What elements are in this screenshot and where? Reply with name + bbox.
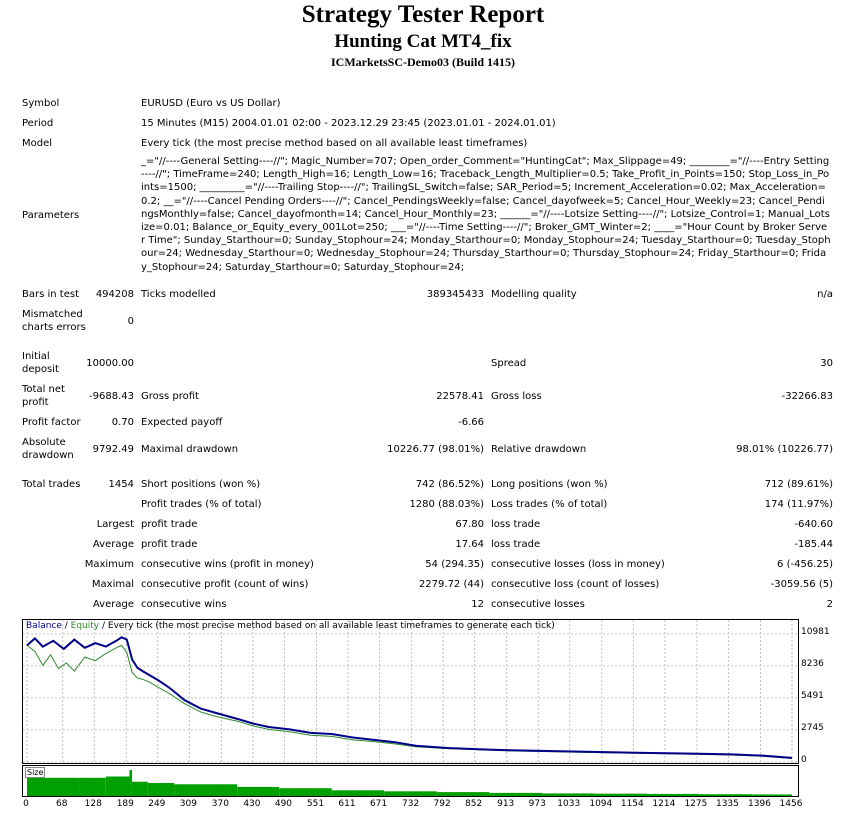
- server-build: ICMarketsSC-Demo03 (Build 1415): [331, 55, 515, 69]
- short-positions-label: Short positions (won %): [141, 479, 261, 490]
- profit-trades-label: Profit trades (% of total): [141, 499, 262, 510]
- x-tick-label: 128: [84, 799, 102, 809]
- average-loss-label: loss trade: [491, 539, 541, 550]
- x-tick-label: 792: [433, 799, 451, 809]
- y-tick-label: 2745: [801, 723, 824, 733]
- size-bar: [279, 788, 332, 796]
- initial-deposit-label: Initial deposit: [22, 351, 59, 375]
- x-tick-label: 913: [497, 799, 515, 809]
- expert-name: Hunting Cat MT4_fix: [334, 31, 512, 52]
- mismatch-value: 0: [127, 316, 134, 327]
- loss-trades-label: Loss trades (% of total): [491, 499, 608, 510]
- x-tick-label: 490: [274, 799, 293, 809]
- x-tick-label: 249: [148, 799, 166, 809]
- legend-balance: Balance: [26, 621, 62, 631]
- chart-plot: [23, 620, 798, 763]
- short-positions-value: 742 (86.52%): [415, 479, 484, 490]
- ticks-label: Ticks modelled: [141, 289, 216, 300]
- model-label: Model: [22, 138, 53, 149]
- size-bar: [80, 778, 106, 796]
- size-bar: [332, 790, 385, 796]
- maximum-label: Maximum: [84, 559, 134, 570]
- average-consecutive-losses-value: 2: [826, 599, 833, 610]
- x-tick-label: 1456: [779, 799, 803, 809]
- size-bar: [129, 770, 132, 796]
- x-tick-label: 1335: [715, 799, 739, 809]
- y-tick-label: 5491: [801, 690, 824, 701]
- size-bar: [132, 782, 148, 796]
- x-tick-label: 732: [402, 799, 420, 809]
- long-positions-label: Long positions (won %): [491, 479, 608, 490]
- balance-equity-chart: [22, 619, 799, 764]
- size-bar: [594, 794, 647, 796]
- size-chart: [22, 765, 799, 797]
- y-tick-label: 8236: [801, 658, 824, 669]
- gross-profit-value: 22578.41: [436, 391, 484, 402]
- y-tick-label: 10981: [801, 627, 830, 637]
- x-tick-label: 973: [528, 799, 546, 809]
- absolute-drawdown-value: 9792.49: [92, 444, 134, 455]
- size-bar: [237, 787, 279, 796]
- net-profit-label: Total net profit: [22, 384, 65, 408]
- net-profit-value: -9688.43: [89, 391, 134, 402]
- size-bar: [437, 792, 490, 796]
- spread-value: 30: [820, 358, 833, 369]
- average-profit-label: profit trade: [141, 539, 198, 550]
- bars-value: 494208: [95, 289, 134, 300]
- size-bar: [647, 794, 700, 796]
- x-tick-label: 309: [179, 799, 197, 809]
- maximal-drawdown-label: Maximal drawdown: [141, 444, 239, 455]
- average-consecutive-wins-label: consecutive wins: [141, 599, 227, 610]
- spread-label: Spread: [491, 358, 527, 369]
- size-bar: [752, 794, 792, 796]
- period-label: Period: [22, 118, 54, 129]
- x-tick-label: 1214: [652, 799, 676, 809]
- x-tick-label: 370: [211, 799, 229, 809]
- x-tick-label: 852: [465, 799, 483, 809]
- max-consecutive-wins-label: consecutive wins (profit in money): [141, 559, 314, 570]
- total-trades-label: Total trades: [22, 479, 81, 490]
- x-tick-label: 68: [55, 799, 68, 809]
- max-consecutive-wins-value: 54 (294.35): [425, 559, 484, 570]
- largest-profit-label: profit trade: [141, 519, 198, 530]
- long-positions-value: 712 (89.61%): [764, 479, 833, 490]
- bars-label: Bars in test: [22, 289, 79, 300]
- x-tick-label: 189: [116, 799, 134, 809]
- size-bar: [27, 778, 80, 796]
- loss-trades-value: 174 (11.97%): [764, 499, 833, 510]
- mismatch-label: Mismatched charts errors: [22, 309, 86, 333]
- average-consecutive-losses-label: consecutive losses: [491, 599, 585, 610]
- largest-loss-value: -640.60: [794, 519, 833, 530]
- maximal-consecutive-loss-value: -3059.56 (5): [770, 579, 833, 590]
- maximal-consecutive-loss-label: consecutive loss (count of losses): [491, 579, 660, 590]
- size-bar: [106, 777, 130, 797]
- x-tick-label: 430: [243, 799, 261, 809]
- legend-equity: Equity: [70, 621, 100, 631]
- max-consecutive-losses-label: consecutive losses (loss in money): [491, 559, 665, 570]
- x-tick-label: 671: [369, 799, 388, 809]
- expected-payoff-label: Expected payoff: [141, 417, 223, 428]
- average-consecutive-wins-value: 12: [471, 599, 484, 610]
- equity-line: [27, 645, 792, 758]
- size-bar: [700, 794, 753, 796]
- size-bar: [148, 783, 174, 796]
- symbol-label: Symbol: [22, 98, 60, 109]
- gross-profit-label: Gross profit: [141, 391, 199, 402]
- size-bar: [384, 791, 437, 796]
- average-profit-value: 17.64: [455, 539, 484, 550]
- largest-label: Largest: [96, 519, 134, 530]
- balance-line: [27, 637, 792, 758]
- x-tick-label: 1396: [748, 799, 771, 809]
- legend-sep-1: /: [61, 621, 71, 631]
- gross-loss-value: -32266.83: [781, 391, 833, 402]
- size-bar: [489, 793, 542, 796]
- relative-drawdown-value: 98.01% (10226.77): [736, 444, 833, 455]
- parameters-value: _="//----General Setting----//"; Magic_Number=707; Open_order_Comment="HuntingCat"; Max_Slippage=49; ________="//----Entry Setting----//"; TimeFrame=240; Length_High=16; Length_Low=16; Traceback_Length_Multiplier=0.5; Take_Profit_in_Points=150; Stop_Loss_in_Points=1500; _________="//----Trailing Stop----//"; TrailingSL_Switch=false; SAR_Period=5; Increment_Acceleration=0.02; Max_Acceleration=0.2; __="//----Cancel Pending Orders----//"; Cancel_PendingsWeekly=false; Cancel_dayofweek=5; Cancel_Hour_Weekly=23; Cancel_PendingsMonthly=false; Cancel_dayofmonth=14; Cancel_Hour_Monthly=23; ______="//----Lotsize Setting----//"; Lotsize_Control=1; Manual_Lotsize=0.01; Balance_or_Equity_every_001Lot=250; ___="//----Time Setting----//"; Broker_GMT_Winter=2; ____="Hour Count by Broker Server Time"; Sunday_Starthour=0; Sunday_Stophour=24; Monday_Starthour=0; Monday_Stophour=24; Tuesday_Starthour=0; Tuesday_Stophour=24; Wednesday_Starthour=0; Wednesday_Stophour=24; Thursday_Starthour=0; Thursday_Stophour=24; Friday_Starthour=0; Friday_Stophour=24; Saturday_Starthour=0; Saturday_Stophour=24;: [141, 156, 831, 273]
- quality-value: n/a: [817, 289, 833, 300]
- absolute-drawdown-label: Absolute drawdown: [22, 437, 74, 461]
- largest-profit-value: 67.80: [455, 519, 484, 530]
- initial-deposit-value: 10000.00: [86, 358, 134, 369]
- gross-loss-label: Gross loss: [491, 391, 542, 402]
- x-tick-label: 1094: [589, 799, 613, 809]
- profit-factor-value: 0.70: [111, 417, 134, 428]
- quality-label: Modelling quality: [491, 289, 577, 300]
- maximal-consecutive-profit-value: 2279.72 (44): [418, 579, 484, 590]
- x-tick-label: 1275: [684, 799, 708, 809]
- parameters-label: Parameters: [22, 210, 80, 221]
- average-label: Average: [92, 539, 134, 550]
- x-tick-label: 611: [338, 799, 356, 809]
- x-tick-label: 1033: [557, 799, 581, 809]
- largest-loss-label: loss trade: [491, 519, 541, 530]
- maximal-consecutive-profit-label: consecutive profit (count of wins): [141, 579, 309, 590]
- size-plot: [23, 766, 798, 796]
- expected-payoff-value: -6.66: [458, 417, 484, 428]
- symbol-value: EURUSD (Euro vs US Dollar): [141, 98, 281, 109]
- period-value: 15 Minutes (M15) 2004.01.01 02:00 - 2023.12.29 23:45 (2023.01.01 - 2024.01.01): [141, 118, 556, 129]
- x-tick-label: 0: [23, 799, 29, 809]
- profit-factor-label: Profit factor: [22, 417, 81, 428]
- total-trades-value: 1454: [108, 479, 134, 490]
- average-consecutive-label: Average: [92, 599, 134, 610]
- average-loss-value: -185.44: [794, 539, 833, 550]
- legend-sep-2: /: [99, 621, 108, 631]
- maximal-drawdown-value: 10226.77 (98.01%): [387, 444, 484, 455]
- chart-legend: [26, 621, 555, 631]
- max-consecutive-losses-value: 6 (-456.25): [777, 559, 833, 570]
- ticks-value: 389345433: [426, 289, 484, 300]
- size-bar: [542, 793, 595, 796]
- profit-trades-value: 1280 (88.03%): [409, 499, 484, 510]
- x-tick-label: 1154: [620, 799, 644, 809]
- y-tick-label: 0: [801, 755, 807, 765]
- maximal-label: Maximal: [91, 579, 134, 590]
- size-bar: [174, 784, 237, 796]
- report-title: Strategy Tester Report: [301, 1, 545, 28]
- x-tick-label: 551: [306, 799, 325, 809]
- size-label: Size: [27, 768, 44, 777]
- model-value: Every tick (the most precise method based on all available least timeframes): [141, 138, 528, 149]
- legend-model: Every tick (the most precise method based on all available least timeframes to generate each tick): [107, 621, 555, 631]
- relative-drawdown-label: Relative drawdown: [491, 444, 587, 455]
